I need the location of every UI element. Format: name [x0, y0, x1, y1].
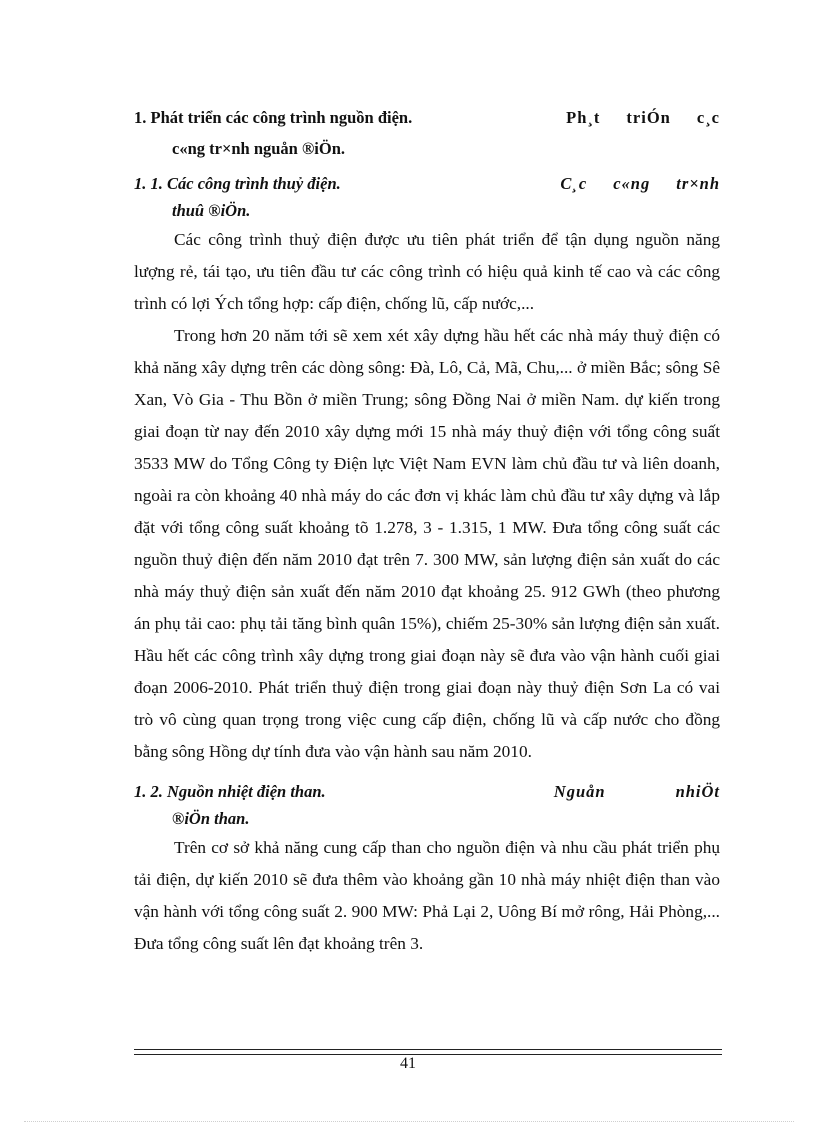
- section-1-1-garbled-title: [560, 170, 720, 197]
- page-number: 41: [400, 1055, 416, 1072]
- section-1-2-garbled-continuation: ®iÖn than.: [172, 809, 250, 828]
- section-1-garbled-title: [566, 104, 720, 131]
- paragraph: Trên cơ sở khả năng cung cấp than cho nguồn điện và nhu cầu phát triển phụ tải điện, dự kiến 2010 sẽ đưa thêm vào khoảng gần 10 nhà máy nhiệt điện than vào vận hành với tổng công suất 2. 900 MW: Phả Lại 2, Uông Bí mở rông, Hải Phòng,... Đưa tổng công suất lên đạt khoảng trên 3.: [134, 838, 720, 953]
- garbled-word: c¸c: [696, 108, 720, 127]
- page-bottom-dotted-border: [24, 1121, 794, 1122]
- garbled-word: triÓn: [626, 108, 671, 127]
- section-heading-1-2: [134, 778, 720, 805]
- section-heading-1-1: [134, 170, 720, 197]
- garbled-word: tr×nh: [676, 174, 720, 193]
- garbled-word: c«ng: [613, 174, 651, 193]
- garbled-word: C¸c: [560, 174, 588, 193]
- paragraph: Trong hơn 20 năm tới sẽ xem xét xây dựng hầu hết các nhà máy thuỷ điện có khả năng xây dựng trên các dòng sông: Đà, Lô, Cả, Mã, Chu,... ở miền Bắc; sông Sê Xan, Vò Gia - Thu Bồn ở miền Trung; sông Đồng Nai ở miền Nam. dự kiến trong giai đoạn từ nay đến 2010 xây dựng mới 15 nhà máy thuỷ điện với tổng công suất 3533 MW do Tổng Công ty Điện lực Việt Nam EVN làm chủ đầu tư và liên doanh, ngoài ra còn khoảng 40 nhà máy do các đơn vị khác làm chủ đầu tư xây dựng và lắp đặt với tổng công suất khoảng tõ 1.278, 3 - 1.315, 1 MW. Đưa tổng công suất các nguồn thuỷ điện đến năm 2010 đạt trên 7. 300 MW, sản lượng điện sản xuất do các nhà máy thuỷ điện sản xuất đến năm 2010 đạt khoảng 25. 912 GWh (theo phương án phụ tải cao: phụ tải tăng bình quân 15%), chiếm 25-30% sản lượng điện sản xuất. Hầu hết các công trình xây dựng trong giai đoạn này sẽ đưa vào vận hành cuối giai đoạn 2006-2010. Phát triển thuỷ điện trong giai đoạn này thuỷ điện Sơn La có vai trò vô cùng quan trọng trong việc cung cấp điện, chống lũ và cấp nước cho đồng bằng sông Hồng dự tính đưa vào vận hành sau năm 2010.: [134, 326, 720, 761]
- paragraph: Các công trình thuỷ điện được ưu tiên phát triển để tận dụng nguồn năng lượng rẻ, tái tạo, ưu tiên đầu tư các công trình có hiệu quả kinh tế cao và các công trình có lợi Ých tổng hợp: cấp điện, chống lũ, cấp nước,...: [134, 230, 720, 313]
- section-heading-1: [134, 104, 720, 131]
- section-1-2-garbled-title: [554, 778, 720, 805]
- section-1-2-title: 1. 2. Nguồn nhiệt điện than.: [134, 782, 326, 801]
- document-body: [134, 104, 720, 960]
- garbled-word: Ph¸t: [566, 108, 601, 127]
- garbled-word: nhiÖt: [675, 782, 720, 801]
- garbled-word: Nguån: [553, 782, 606, 801]
- section-1-title: 1. Phát triển các công trình nguồn điện.: [134, 108, 413, 127]
- section-1-1-title: 1. 1. Các công trình thuỷ điện.: [134, 174, 341, 193]
- section-1-garbled-continuation: c«ng tr×nh nguån ®iÖn.: [172, 139, 346, 158]
- section-1-1-garbled-continuation: thuû ®iÖn.: [172, 201, 251, 220]
